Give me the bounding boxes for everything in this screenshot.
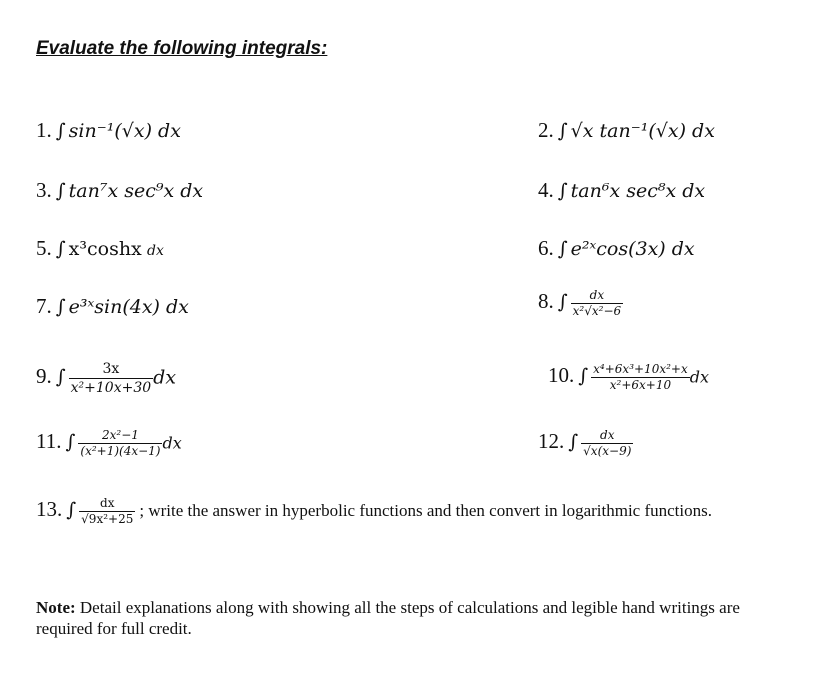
footer-note <box>36 597 796 639</box>
integral-sign: ∫ <box>557 180 568 202</box>
problem-8 <box>538 288 623 319</box>
fraction <box>69 360 154 397</box>
integrand: x³coshx <box>68 238 142 260</box>
fraction <box>591 362 690 393</box>
numerator: x⁴+6x³+10x²+x <box>593 362 688 376</box>
integral-sign: ∫ <box>578 365 589 388</box>
fraction <box>581 428 633 459</box>
denominator: √9x²+25 <box>81 512 134 526</box>
integral-sign: ∫ <box>55 366 66 389</box>
integrand: √x tan⁻¹(√x) dx <box>570 120 715 142</box>
problem-6 <box>538 236 695 261</box>
problem-number: 9. <box>36 364 52 389</box>
problem-12 <box>538 428 633 459</box>
problem-10 <box>548 362 709 393</box>
problem-13 <box>36 496 712 527</box>
integral-sign: ∫ <box>557 120 568 142</box>
numerator: dx <box>581 428 633 444</box>
integral-sign: ∫ <box>65 431 76 454</box>
integral-sign: ∫ <box>55 180 66 202</box>
denominator: x²√x²−6 <box>572 304 622 318</box>
problem-number: 8. <box>538 289 554 314</box>
problem-2 <box>538 118 715 143</box>
page-title: Evaluate the following integrals: <box>36 38 328 59</box>
integral-sign: ∫ <box>568 431 579 454</box>
fraction <box>571 288 624 319</box>
numerator: 3x <box>69 360 154 379</box>
differential: dx <box>153 366 177 389</box>
fraction <box>79 496 135 527</box>
problem-number: 6. <box>538 236 554 260</box>
numerator: dx <box>571 288 624 304</box>
note-text: Detail explanations along with showing all the steps of calculations and legible hand writings are required for full credit. <box>36 598 740 638</box>
integrand: tan⁶x sec⁸x dx <box>570 180 706 202</box>
problem-number: 1. <box>36 118 52 142</box>
differential: dx <box>689 367 709 387</box>
problem-number: 7. <box>36 294 52 318</box>
integral-sign: ∫ <box>66 499 77 522</box>
problem-number: 2. <box>538 118 554 142</box>
problem-number: 10. <box>548 363 575 388</box>
integral-sign: ∫ <box>55 238 66 260</box>
fraction <box>78 428 162 459</box>
problem-number: 11. <box>36 429 62 454</box>
problem-number: 4. <box>538 178 554 202</box>
problem-4 <box>538 178 705 203</box>
problem-7 <box>36 294 189 319</box>
integral-sign: ∫ <box>557 238 568 260</box>
integrand: tan⁷x sec⁹x dx <box>68 180 204 202</box>
numerator: dx <box>79 496 135 512</box>
integrand: sin⁻¹(√x) dx <box>68 120 181 142</box>
integrand: e³ˣsin(4x) dx <box>68 296 189 318</box>
problem-number: 3. <box>36 178 52 202</box>
integral-sign: ∫ <box>55 296 66 318</box>
differential: dx <box>162 433 182 453</box>
problem-3 <box>36 178 203 203</box>
problem-13-instruction: ; write the answer in hyperbolic functions and then convert in logarithmic functions. <box>139 501 712 521</box>
numerator: 2x²−1 <box>78 428 162 444</box>
problem-11 <box>36 428 182 459</box>
denominator: x²+6x+10 <box>609 378 672 392</box>
denominator: √x(x−9) <box>583 444 632 458</box>
problem-1 <box>36 118 181 143</box>
integral-sign: ∫ <box>557 291 568 314</box>
note-label: Note: <box>36 598 76 617</box>
denominator: (x²+1)(4x−1) <box>80 444 161 458</box>
problem-5 <box>36 236 164 261</box>
integral-sign: ∫ <box>55 120 66 142</box>
denominator: x²+10x+30 <box>70 380 152 396</box>
integrand: e²ˣcos(3x) dx <box>570 238 695 260</box>
differential: dx <box>147 243 164 259</box>
problem-9 <box>36 360 176 397</box>
problem-number: 12. <box>538 429 565 454</box>
problem-number: 5. <box>36 236 52 260</box>
problem-number: 13. <box>36 497 63 522</box>
